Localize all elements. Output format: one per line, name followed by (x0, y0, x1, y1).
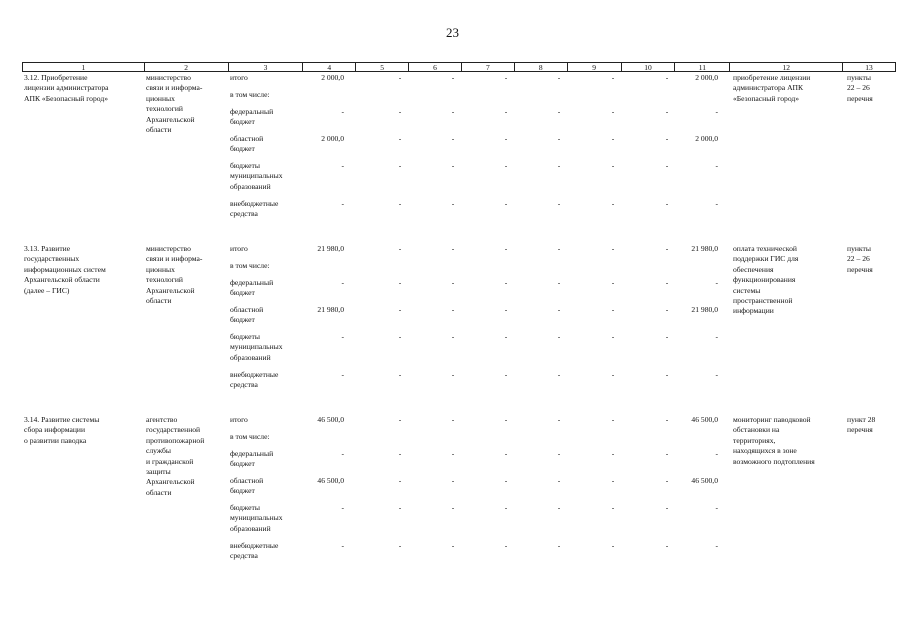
funding-source: итого (230, 415, 248, 424)
funding-source: в том числе: (230, 261, 270, 270)
empty-value-dash: - (451, 161, 455, 170)
empty-value-dash: - (665, 278, 669, 287)
empty-value-dash: - (451, 370, 455, 379)
empty-value-dash: - (611, 332, 615, 341)
empty-value-dash: - (451, 541, 455, 550)
column-number: 11 (675, 63, 730, 71)
empty-value-dash: - (665, 305, 669, 314)
expected-result: находящихся в зоне (733, 446, 797, 456)
funding-source: муниципальных (230, 171, 283, 181)
executor-name: технологий (146, 275, 183, 285)
empty-value-dash: - (398, 370, 402, 379)
funding-source: бюджет (230, 486, 255, 496)
empty-value-dash: - (398, 73, 402, 82)
empty-value-dash: - (398, 244, 402, 253)
column-number-header (22, 62, 896, 72)
amount-total-col4: - (341, 161, 344, 170)
empty-value-dash: - (451, 503, 455, 512)
amount-total-col4: 21 980,0 (317, 305, 344, 314)
measure-name: информационных систем (24, 264, 106, 274)
empty-value-dash: - (398, 503, 402, 512)
empty-value-dash: - (451, 73, 455, 82)
column-number: 2 (145, 63, 229, 71)
empty-value-dash: - (504, 244, 508, 253)
empty-value-dash: - (665, 370, 669, 379)
empty-value-dash: - (557, 305, 561, 314)
page-number: 23 (446, 25, 459, 40)
empty-value-dash: - (451, 449, 455, 458)
amount-total-col4: - (341, 107, 344, 116)
measure-name: (далее – ГИС) (24, 285, 70, 295)
empty-value-dash: - (557, 161, 561, 170)
funding-source: бюджеты (230, 332, 260, 341)
executor-name: связи и информа- (146, 254, 203, 264)
executor-name: службы (146, 446, 171, 456)
measure-name: лицензии администратора (24, 83, 109, 93)
expected-result: территориях, (733, 435, 776, 445)
measure-name: 3.14. Развитие системы (24, 415, 100, 424)
empty-value-dash: - (557, 73, 561, 82)
expected-result: возможного подтопления (733, 456, 815, 466)
executor-name: агентство (146, 415, 178, 424)
measure-name: АПК «Безопасный город» (24, 93, 108, 103)
funding-source: внебюджетные (230, 370, 279, 379)
expected-result: приобретение лицензии (733, 73, 811, 82)
measure-name: 3.12. Приобретение (24, 73, 88, 82)
empty-value-dash: - (504, 278, 508, 287)
amount-total-col11: - (715, 541, 718, 550)
amount-total-col4: 46 500,0 (317, 476, 344, 485)
empty-value-dash: - (504, 199, 508, 208)
empty-value-dash: - (557, 244, 561, 253)
measure-name: государственных (24, 254, 80, 264)
empty-value-dash: - (611, 415, 615, 424)
executor-name: ционных (146, 264, 175, 274)
executor-name: области (146, 296, 172, 305)
expected-result: обеспечения (733, 264, 774, 274)
executor-name: министерство (146, 244, 191, 253)
column-number: 6 (409, 63, 462, 71)
list-points: перечня (847, 264, 873, 274)
amount-total-col11: 46 500,0 (691, 476, 718, 485)
amount-total-col4: 21 980,0 (317, 244, 344, 253)
empty-value-dash: - (611, 73, 615, 82)
expected-result: системы (733, 285, 761, 295)
funding-source: бюджет (230, 459, 255, 469)
column-number: 1 (23, 63, 145, 71)
empty-value-dash: - (557, 449, 561, 458)
amount-total-col4: - (341, 503, 344, 512)
funding-source: областной (230, 476, 264, 485)
empty-value-dash: - (398, 541, 402, 550)
funding-source: федеральный (230, 107, 274, 116)
empty-value-dash: - (504, 503, 508, 512)
funding-source: внебюджетные (230, 199, 279, 208)
amount-total-col4: - (341, 370, 344, 379)
empty-value-dash: - (611, 305, 615, 314)
executor-name: защиты (146, 467, 171, 476)
list-points: пункты (847, 73, 871, 82)
empty-value-dash: - (611, 503, 615, 512)
empty-value-dash: - (665, 449, 669, 458)
column-number: 5 (356, 63, 409, 71)
column-number: 3 (229, 63, 304, 71)
column-number: 8 (515, 63, 568, 71)
executor-name: Архангельской (146, 285, 195, 295)
empty-value-dash: - (557, 107, 561, 116)
funding-source: внебюджетные (230, 541, 279, 550)
expected-result: администратора АПК (733, 83, 804, 93)
empty-value-dash: - (557, 415, 561, 424)
empty-value-dash: - (451, 305, 455, 314)
empty-value-dash: - (451, 476, 455, 485)
list-points: перечня (847, 425, 873, 435)
amount-total-col4: - (341, 449, 344, 458)
empty-value-dash: - (398, 134, 402, 143)
amount-total-col4: - (341, 199, 344, 208)
list-points: пункт 28 (847, 415, 876, 424)
empty-value-dash: - (557, 503, 561, 512)
funding-source: федеральный (230, 449, 274, 458)
executor-name: государственной (146, 425, 201, 435)
empty-value-dash: - (665, 244, 669, 253)
funding-source: образований (230, 523, 271, 533)
measure-name: 3.13. Развитие (24, 244, 71, 253)
empty-value-dash: - (398, 278, 402, 287)
funding-source: бюджеты (230, 161, 260, 170)
empty-value-dash: - (398, 305, 402, 314)
empty-value-dash: - (611, 541, 615, 550)
amount-total-col11: - (715, 161, 718, 170)
empty-value-dash: - (504, 305, 508, 314)
empty-value-dash: - (611, 476, 615, 485)
amount-total-col4: - (341, 278, 344, 287)
empty-value-dash: - (504, 134, 508, 143)
funding-source: бюджет (230, 144, 255, 154)
empty-value-dash: - (504, 161, 508, 170)
measure-name: сбора информации (24, 425, 86, 435)
funding-source: областной (230, 305, 264, 314)
expected-result: обстановки на (733, 425, 780, 435)
empty-value-dash: - (557, 332, 561, 341)
amount-total-col4: 46 500,0 (317, 415, 344, 424)
executor-name: области (146, 125, 172, 134)
empty-value-dash: - (665, 107, 669, 116)
empty-value-dash: - (504, 476, 508, 485)
funding-source: в том числе: (230, 432, 270, 441)
executor-name: и гражданской (146, 456, 194, 466)
expected-result: информации (733, 306, 774, 316)
executor-name: области (146, 487, 172, 497)
empty-value-dash: - (451, 415, 455, 424)
funding-source: итого (230, 244, 248, 253)
list-points: 22 – 26 (847, 254, 870, 264)
empty-value-dash: - (665, 503, 669, 512)
empty-value-dash: - (451, 107, 455, 116)
empty-value-dash: - (451, 199, 455, 208)
amount-total-col4: - (341, 541, 344, 550)
funding-source: в том числе: (230, 90, 270, 99)
empty-value-dash: - (665, 134, 669, 143)
empty-value-dash: - (504, 415, 508, 424)
funding-source: средства (230, 551, 258, 561)
executor-name: Архангельской (146, 477, 195, 487)
executor-name: связи и информа- (146, 83, 203, 93)
empty-value-dash: - (504, 73, 508, 82)
empty-value-dash: - (611, 107, 615, 116)
empty-value-dash: - (665, 199, 669, 208)
empty-value-dash: - (504, 370, 508, 379)
funding-source: итого (230, 73, 248, 82)
empty-value-dash: - (557, 370, 561, 379)
empty-value-dash: - (451, 278, 455, 287)
empty-value-dash: - (398, 476, 402, 485)
funding-source: бюджет (230, 288, 255, 298)
column-number: 4 (303, 63, 356, 71)
list-points: перечня (847, 93, 873, 103)
empty-value-dash: - (398, 332, 402, 341)
expected-result: «Безопасный город» (733, 93, 800, 103)
empty-value-dash: - (451, 332, 455, 341)
empty-value-dash: - (557, 541, 561, 550)
funding-source: образований (230, 181, 271, 191)
funding-source: образований (230, 352, 271, 362)
executor-name: противопожарной (146, 435, 205, 445)
empty-value-dash: - (398, 161, 402, 170)
empty-value-dash: - (398, 107, 402, 116)
amount-total-col11: - (715, 503, 718, 512)
empty-value-dash: - (557, 476, 561, 485)
amount-total-col11: - (715, 370, 718, 379)
list-points: пункты (847, 244, 871, 253)
empty-value-dash: - (611, 278, 615, 287)
list-points: 22 – 26 (847, 83, 870, 93)
amount-total-col11: 2 000,0 (695, 134, 718, 143)
empty-value-dash: - (557, 134, 561, 143)
expected-result: оплата технической (733, 244, 797, 253)
empty-value-dash: - (611, 199, 615, 208)
empty-value-dash: - (611, 370, 615, 379)
column-number: 9 (568, 63, 622, 71)
empty-value-dash: - (665, 415, 669, 424)
empty-value-dash: - (504, 449, 508, 458)
empty-value-dash: - (451, 244, 455, 253)
funding-source: средства (230, 380, 258, 390)
empty-value-dash: - (665, 161, 669, 170)
column-number: 7 (462, 63, 515, 71)
empty-value-dash: - (504, 107, 508, 116)
empty-value-dash: - (398, 415, 402, 424)
measure-name: о развитии паводка (24, 435, 87, 445)
amount-total-col11: 46 500,0 (691, 415, 718, 424)
amount-total-col4: 2 000,0 (321, 134, 344, 143)
funding-source: средства (230, 209, 258, 219)
amount-total-col11: 2 000,0 (695, 73, 718, 82)
empty-value-dash: - (665, 476, 669, 485)
executor-name: технологий (146, 104, 183, 114)
empty-value-dash: - (504, 332, 508, 341)
amount-total-col11: 21 980,0 (691, 305, 718, 314)
funding-source: бюджеты (230, 503, 260, 512)
expected-result: поддержки ГИС для (733, 254, 799, 264)
empty-value-dash: - (504, 541, 508, 550)
amount-total-col11: - (715, 278, 718, 287)
expected-result: мониторинг паводковой (733, 415, 811, 424)
empty-value-dash: - (398, 199, 402, 208)
expected-result: функционирования (733, 275, 796, 285)
executor-name: ционных (146, 93, 175, 103)
expected-result: пространственной (733, 296, 793, 305)
empty-value-dash: - (451, 134, 455, 143)
funding-source: муниципальных (230, 342, 283, 352)
empty-value-dash: - (665, 541, 669, 550)
amount-total-col11: - (715, 332, 718, 341)
column-number: 12 (730, 63, 843, 71)
funding-source: областной (230, 134, 264, 143)
funding-source: бюджет (230, 315, 255, 325)
executor-name: Архангельской (146, 114, 195, 124)
executor-name: министерство (146, 73, 191, 82)
empty-value-dash: - (665, 73, 669, 82)
empty-value-dash: - (611, 161, 615, 170)
funding-source: муниципальных (230, 513, 283, 523)
empty-value-dash: - (557, 199, 561, 208)
empty-value-dash: - (611, 449, 615, 458)
measure-name: Архангельской области (24, 275, 100, 285)
funding-source: федеральный (230, 278, 274, 287)
amount-total-col11: - (715, 107, 718, 116)
column-number: 13 (865, 63, 873, 72)
amount-total-col11: - (715, 199, 718, 208)
empty-value-dash: - (611, 134, 615, 143)
funding-source: бюджет (230, 117, 255, 127)
amount-total-col11: 21 980,0 (691, 244, 718, 253)
empty-value-dash: - (557, 278, 561, 287)
amount-total-col4: 2 000,0 (321, 73, 344, 82)
amount-total-col11: - (715, 449, 718, 458)
empty-value-dash: - (398, 449, 402, 458)
empty-value-dash: - (611, 244, 615, 253)
column-number: 10 (622, 63, 676, 71)
amount-total-col4: - (341, 332, 344, 341)
empty-value-dash: - (665, 332, 669, 341)
